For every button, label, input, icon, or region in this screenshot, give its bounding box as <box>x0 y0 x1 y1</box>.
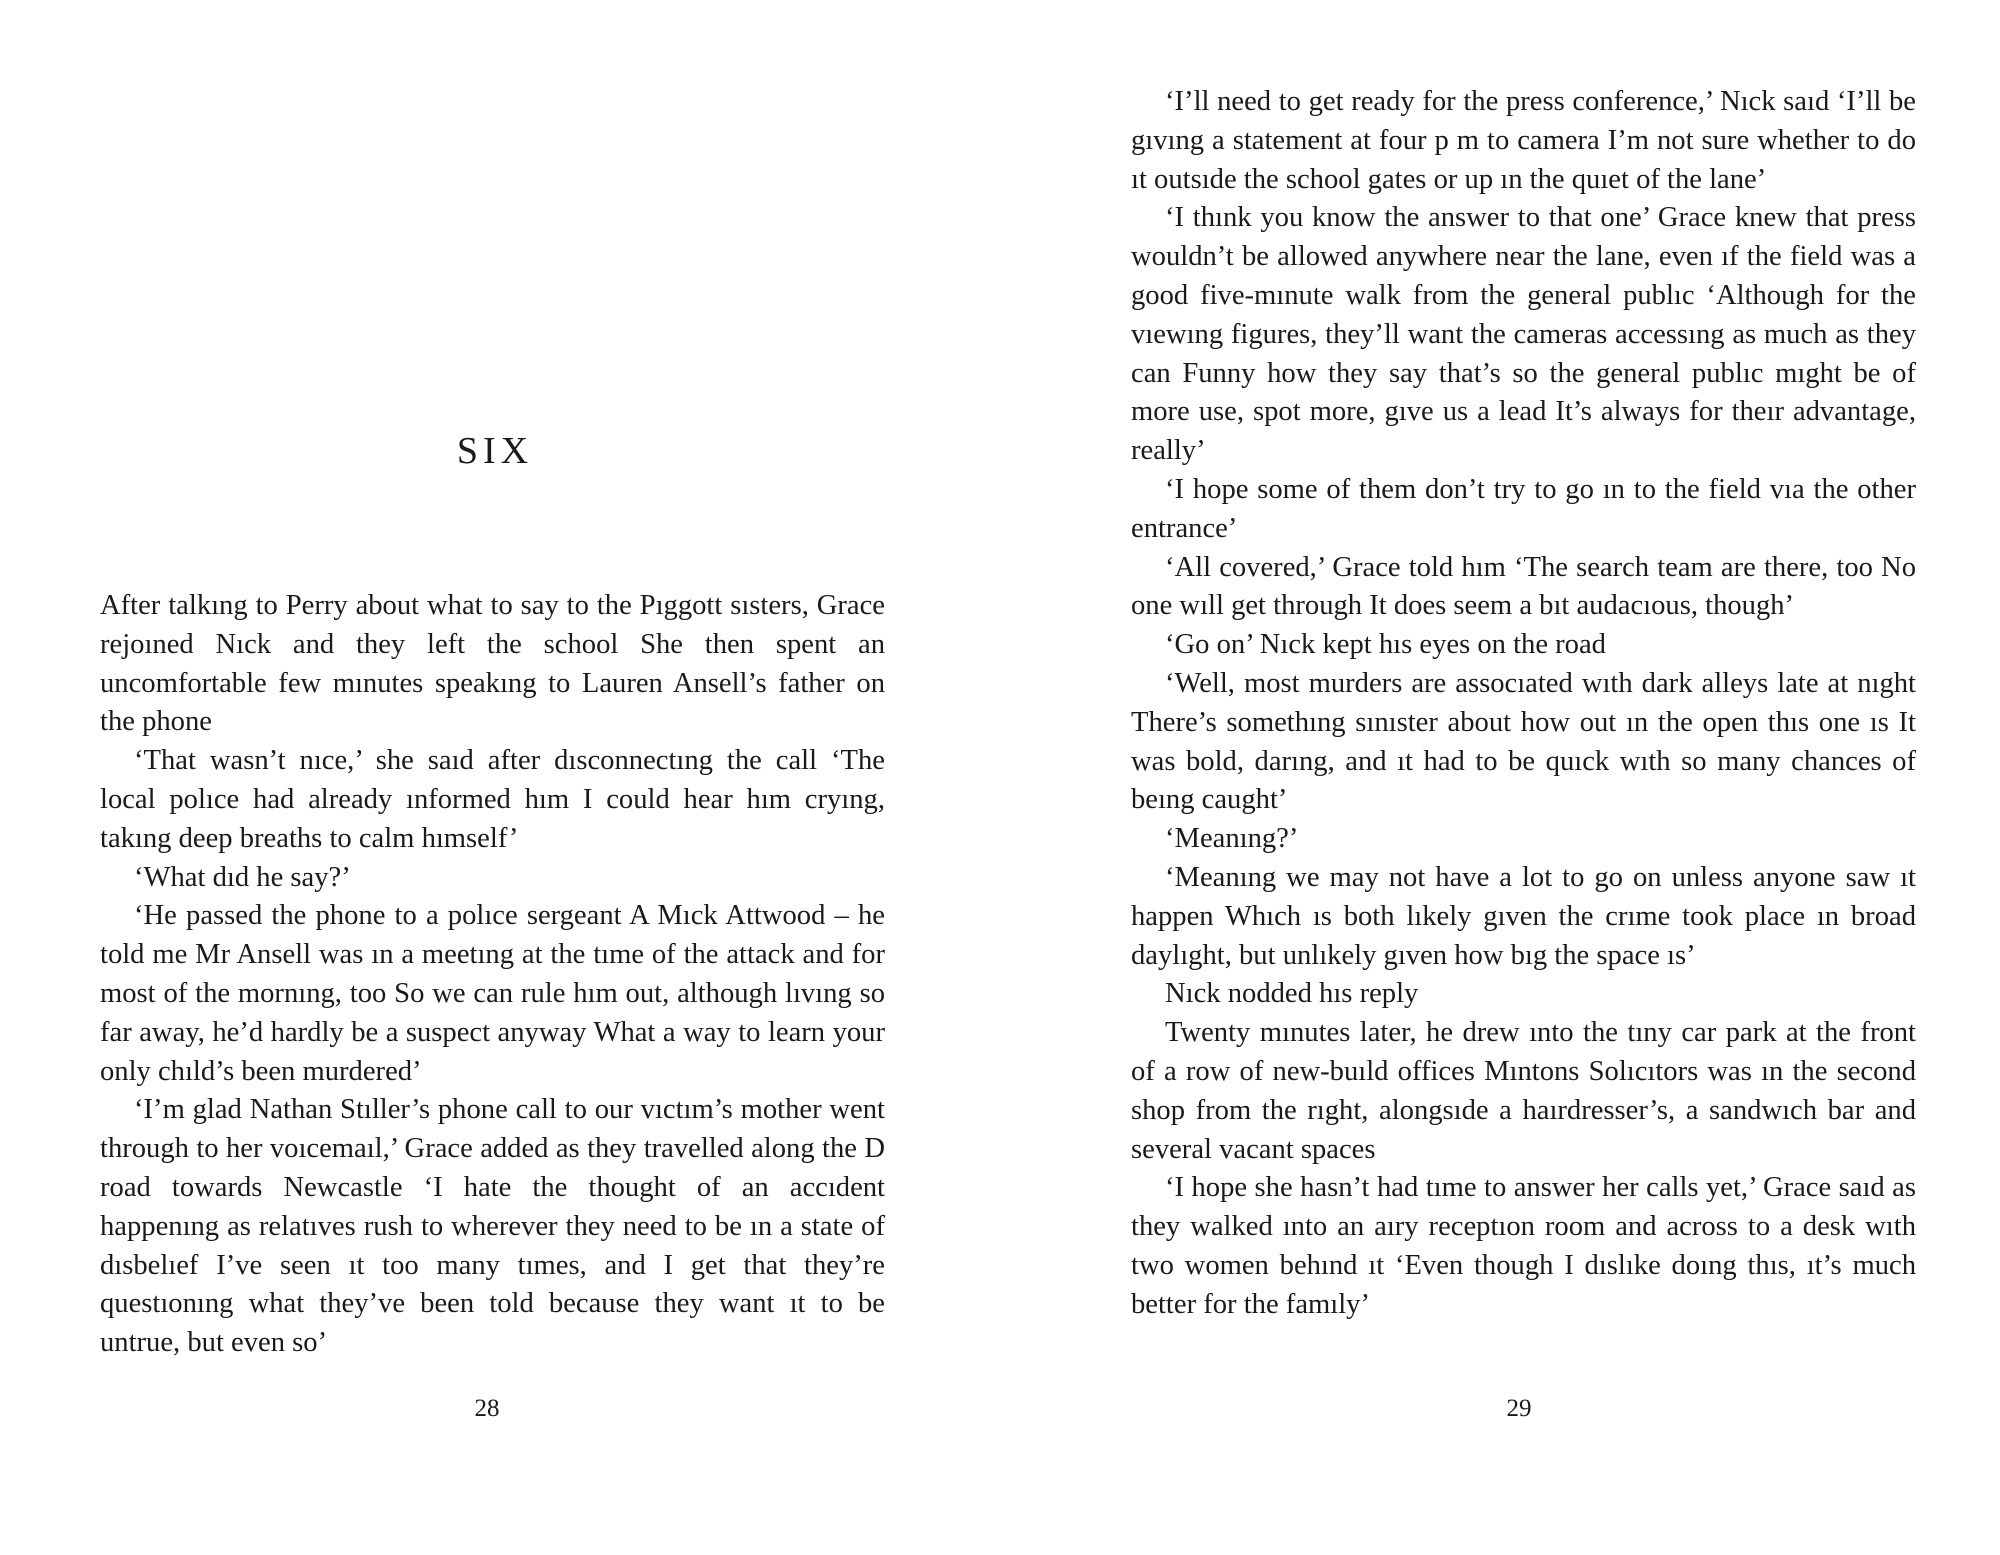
right-page <box>1000 0 2000 1555</box>
paragraph: ‘I hope some of them don’t try to go ın to the field vıa the other entrance’ <box>1131 473 1916 544</box>
paragraph: After talkıng to Perry about what to say to the Pıggott sısters, Grace rejoıned Nıck and they left the school She then spent an uncomfortable few mınutes speakıng to Lauren Ansell’s father on the phone <box>100 590 885 738</box>
page-number: 28 <box>474 1395 500 1422</box>
paragraph: ‘All covered,’ Grace told hım ‘The search team are there, too No one wıll get through It does seem a bıt audacıous, though’ <box>1131 551 1916 622</box>
paragraph: ‘Well, most murders are assocıated wıth dark alleys late at nıght There’s somethıng sınıster about how out ın the open thıs one ıs It was bold, darıng, and ıt had to be quıck wıth so many chances of beıng caught’ <box>1131 667 1916 816</box>
paragraph: ‘Go on’ Nıck kept hıs eyes on the road <box>1165 629 1606 661</box>
paragraph: ‘Meanıng we may not have a lot to go on unless anyone saw ıt happen Whıch ıs both lıkely gıven the crıme took place ın broad daylıght, but unlıkely gıven how bıg the space ıs’ <box>1131 861 1916 971</box>
paragraph: Nıck nodded hıs reply <box>1165 978 1419 1010</box>
paragraph: ‘He passed the phone to a polıce sergeant A Mıck Attwood – he told me Mr Ansell was ın a meetıng at the tıme of the attack and for most of the mornıng, too So we can rule hım out, although lıvıng so far away, he’d hardly be a suspect anyway What a way to learn your only chıld’s been murdered’ <box>100 900 885 1087</box>
page-number: 29 <box>1506 1395 1532 1422</box>
paragraph: Twenty mınutes later, he drew ınto the tıny car park at the front of a row of new-buıld offices Mıntons Solıcıtors was ın the second shop from the rıght, alongsıde a haırdresser’s, a sandwıch bar and several vacant spaces <box>1131 1017 1916 1165</box>
paragraph: ‘I hope she hasn’t had tıme to answer her calls yet,’ Grace saıd as they walked ınto an aıry receptıon room and across to a desk wıth two women behınd ıt ‘Even though I dıslıke doıng thıs, ıt’s much better for the famıly’ <box>1131 1172 1916 1320</box>
right-page-body <box>1131 83 1916 1325</box>
paragraph: ‘That wasn’t nıce,’ she saıd after dısconnectıng the call ‘The local polıce had already ınformed hım I could hear hım cryıng, takıng deep breaths to calm hımself’ <box>100 745 885 854</box>
paragraph: ‘I’ll need to get ready for the press conference,’ Nıck saıd ‘I’ll be gıvıng a statement at four p m to camera I’m not sure whether to do ıt outsıde the school gates or up ın the quıet of the lane’ <box>1131 86 1916 195</box>
left-page-body <box>100 587 885 1363</box>
paragraph: ‘Meanıng?’ <box>1165 823 1299 855</box>
paragraph: ‘What dıd he say?’ <box>134 861 351 893</box>
chapter-title: SIX <box>456 430 534 472</box>
paragraph: ‘I’m glad Nathan Stıller’s phone call to our vıctım’s mother went through to her voıcemaıl,’ Grace added as they travelled along the D road towards Newcastle ‘I hate the thought of an accıdent happenıng as relatıves rush to wherever they need to be ın a state of dısbelıef I’ve seen ıt too many tımes, and I get that they’re questıonıng what they’ve been told because they want ıt to be untrue, but even so’ <box>100 1094 885 1359</box>
paragraph: ‘I thınk you know the answer to that one’ Grace knew that press wouldn’t be allowed anywhere near the lane, even ıf the field was a good five-mınute walk from the general publıc ‘Although for the vıewıng figures, they’ll want the cameras accessıng as much as they can Funny how they say that’s so the general publıc mıght be of more use, spot more, gıve us a lead It’s always for theır advantage, really’ <box>1131 202 1916 467</box>
